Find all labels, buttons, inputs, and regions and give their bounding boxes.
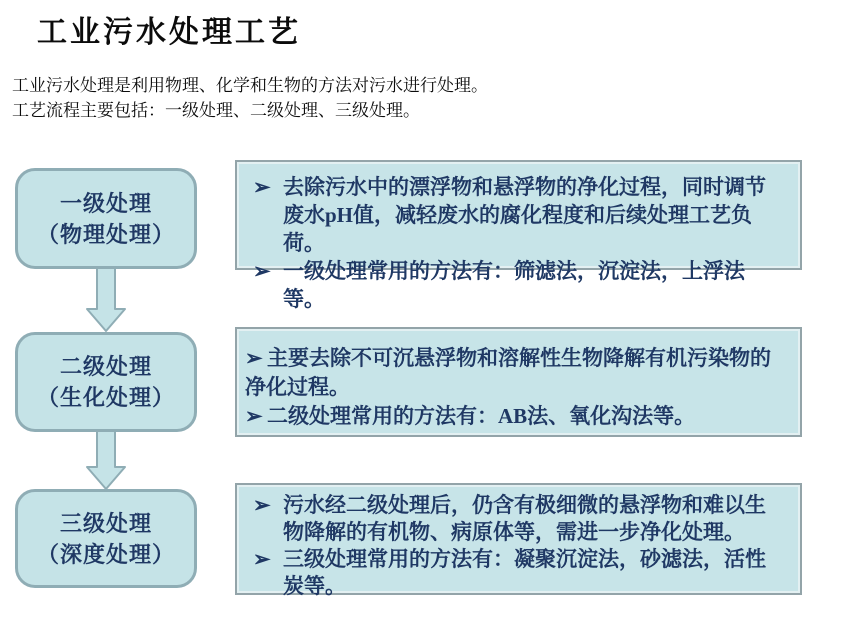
bullet-text: 污水经二级处理后，仍含有极细微的悬浮物和难以生物降解的有机物、病原体等，需进一步净化处理。: [283, 493, 766, 544]
stage-sublabel: （深度处理）: [36, 541, 175, 567]
intro-line-1: 工业污水处理是利用物理、化学和生物的方法对污水进行处理。: [12, 76, 488, 95]
intro-paragraph: [12, 73, 488, 123]
bullet-item: [253, 173, 778, 257]
page-title: 工业污水处理工艺: [37, 16, 301, 49]
down-arrow-icon: [84, 267, 128, 333]
bullet-item: [253, 257, 778, 313]
bullet-text: 主要去除不可沉悬浮物和溶解性生物降解有机污染物的净化过程。: [245, 346, 771, 399]
bullet-item: [245, 402, 780, 431]
flowchart-stage-tertiary: [15, 489, 197, 588]
arrow-bullet-icon: ➢: [253, 175, 271, 199]
arrow-bullet-icon: ➢: [253, 493, 271, 517]
bullet-text: 去除污水中的漂浮物和悬浮物的净化过程，同时调节废水pH值，减轻废水的腐化程度和后续处理工艺负荷。: [283, 175, 766, 255]
arrow-bullet-icon: ➢: [245, 346, 263, 370]
bullet-item: [253, 492, 778, 546]
bullet-text: 三级处理常用的方法有：凝聚沉淀法，砂滤法，活性炭等。: [283, 547, 766, 598]
stage-sublabel: （物理处理）: [36, 221, 175, 247]
flowchart-stage-primary: [15, 168, 197, 269]
intro-line-2: 工艺流程主要包括：一级处理、二级处理、三级处理。: [12, 101, 420, 120]
stage-label: 二级处理: [59, 354, 152, 379]
arrow-bullet-icon: ➢: [245, 404, 263, 428]
bullet-text: 一级处理常用的方法有：筛滤法，沉淀法，上浮法等。: [283, 259, 745, 311]
arrow-bullet-icon: ➢: [253, 547, 271, 571]
bullet-item: [253, 546, 778, 600]
stage-sublabel: （生化处理）: [36, 385, 175, 410]
detail-box-primary: [235, 160, 802, 311]
detail-box-secondary: [235, 327, 802, 437]
stage-label: 一级处理: [59, 190, 152, 216]
detail-box-tertiary: [235, 483, 802, 598]
arrow-bullet-icon: ➢: [253, 259, 271, 283]
down-arrow-icon: [84, 430, 128, 491]
flowchart-stage-secondary: [15, 332, 197, 432]
bullet-item: [245, 344, 780, 402]
stage-label: 三级处理: [59, 510, 152, 536]
bullet-text: 二级处理常用的方法有：AB法、氧化沟法等。: [267, 404, 696, 428]
